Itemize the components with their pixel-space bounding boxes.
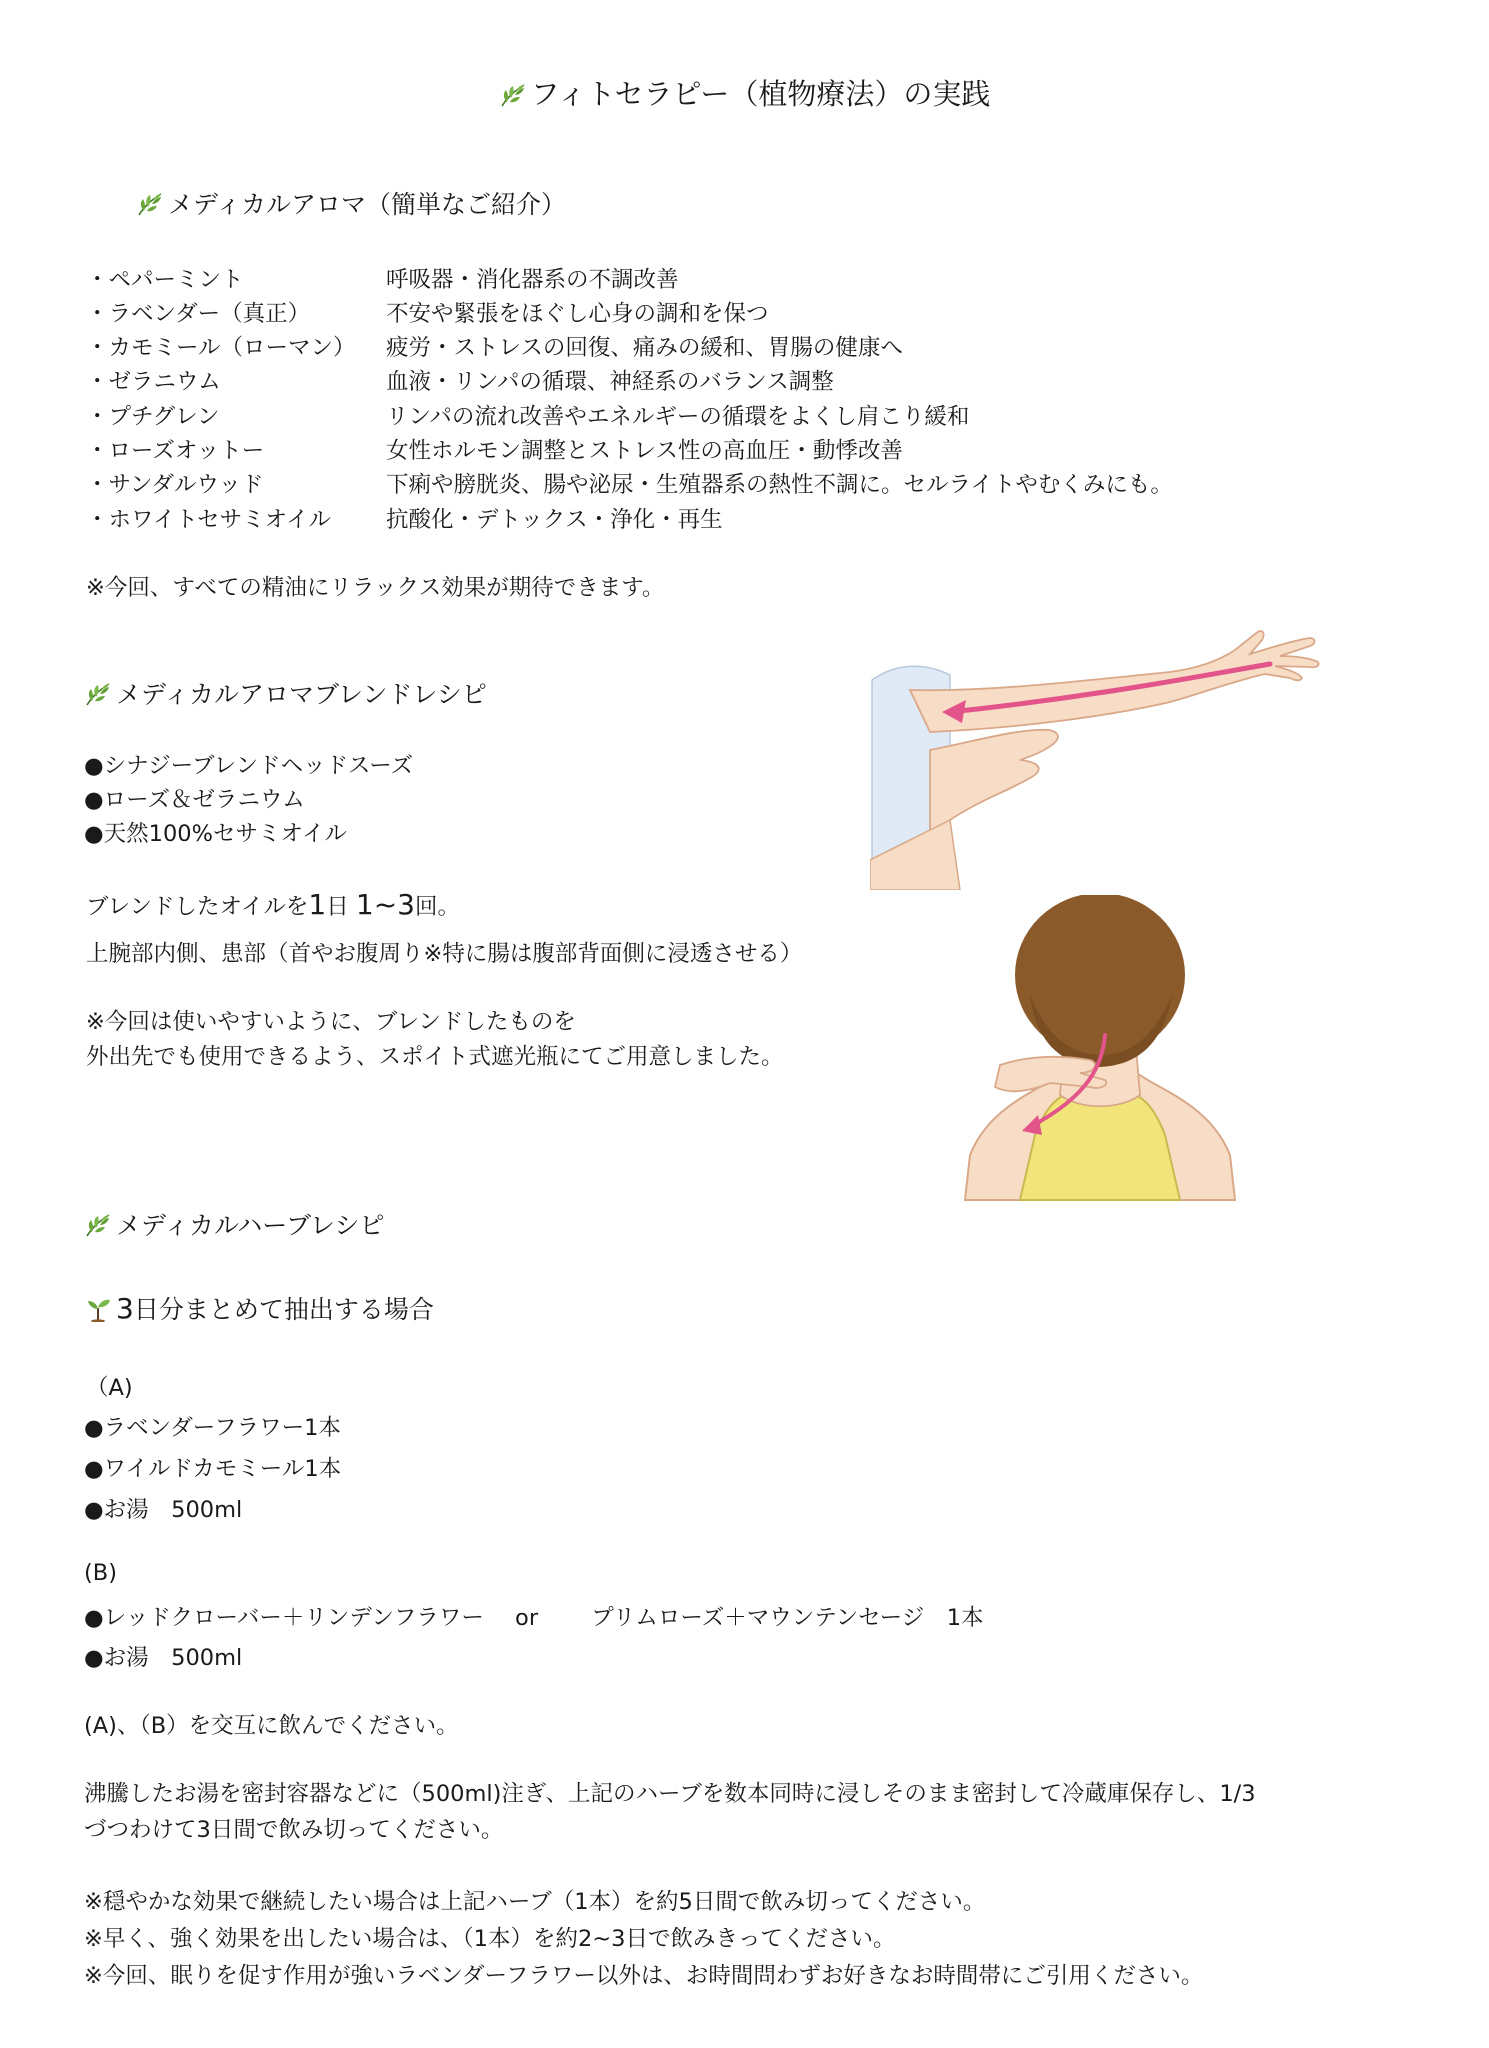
herb-subheading: 3日分まとめて抽出する場合: [84, 1290, 434, 1326]
group-b-item: ●お湯 500ml: [84, 1645, 243, 1671]
group-a-item: ●お湯 500ml: [84, 1497, 243, 1523]
recipe-item: ●シナジーブレンドヘッドスーズ: [84, 753, 414, 779]
leaf-icon: [84, 1212, 112, 1238]
recipe-note-line: ※今回は使いやすいように、ブレンドしたものを: [86, 1009, 576, 1035]
neck-massage-illustration: [950, 895, 1250, 1205]
oil-name: ・ペパーミント: [86, 267, 244, 293]
group-a-item: ●ラベンダーフラワー1本: [84, 1415, 341, 1441]
method-line: づつわけて3日間で飲み切ってください。: [84, 1817, 504, 1843]
page-title: [0, 72, 1489, 113]
aroma-intro-note: ※今回、すべての精油にリラックス効果が期待できます。: [86, 575, 665, 601]
recipe-item: ●天然100%セサミオイル: [84, 821, 347, 847]
apply-line: 上腕部内側、患部（首やお腹周り※特に腸は腹部背面側に浸透させる）: [86, 941, 803, 967]
page-title-text: フィトセラピー（植物療法）の実践: [530, 77, 991, 111]
oil-row: [86, 399, 970, 431]
oil-effect: 不安や緊張をほぐし心身の調和を保つ: [386, 301, 769, 327]
oil-row: [86, 296, 769, 328]
group-b-label: (B): [84, 1560, 117, 1586]
oil-name: ・ラベンダー（真正）: [86, 301, 311, 327]
oil-row: [86, 467, 1173, 499]
sprout-icon: [84, 1296, 112, 1322]
oil-row: [86, 502, 723, 534]
aroma-recipe-heading: メディカルアロマブレンドレシピ: [84, 675, 487, 711]
recipe-note-line: 外出先でも使用できるよう、スポイト式遮光瓶にてご用意しました。: [86, 1044, 784, 1070]
recipe-item: ●ローズ＆ゼラニウム: [84, 787, 305, 813]
oil-name: ・ホワイトセサミオイル: [86, 507, 332, 533]
herb-note: ※穏やかな効果で継続したい場合は上記ハーブ（1本）を約5日間で飲み切ってください。: [84, 1889, 986, 1915]
oil-effect: 女性ホルモン調整とストレス性の高血圧・動悸改善: [386, 438, 903, 464]
arm-massage-illustration: [870, 620, 1320, 890]
group-a-item: ●ワイルドカモミール1本: [84, 1456, 342, 1482]
herb-recipe-heading: メディカルハーブレシピ: [84, 1206, 384, 1242]
oil-effect: 血液・リンパの循環、神経系のバランス調整: [386, 369, 834, 395]
usage-line: ブレンドしたオイルを1日 1~3回。: [86, 888, 461, 921]
oil-row: [86, 433, 903, 465]
oil-effect: 疲労・ストレスの回復、痛みの緩和、胃腸の健康へ: [386, 335, 903, 361]
oil-effect: 呼吸器・消化器系の不調改善: [386, 267, 679, 293]
alternate-instruction: (A)、（B）を交互に飲んでください。: [84, 1713, 459, 1739]
group-b-item: ●レッドクローバー＋リンデンフラワー or プリムローズ＋マウンテンセージ 1本: [84, 1605, 984, 1631]
aroma-intro-heading: メディカルアロマ（簡単なご紹介）: [136, 185, 566, 221]
oil-row: [86, 330, 903, 362]
oil-effect: 抗酸化・デトックス・浄化・再生: [386, 507, 723, 533]
oil-effect: リンパの流れ改善やエネルギーの循環をよくし肩こり緩和: [386, 404, 970, 430]
oil-name: ・サンダルウッド: [86, 472, 264, 498]
method-line: 沸騰したお湯を密封容器などに（500ml)注ぎ、上記のハーブを数本同時に浸しそのまま密封して冷蔵庫保存し、1/3: [84, 1781, 1256, 1807]
leaf-icon: [136, 191, 164, 217]
herb-note: ※早く、強く効果を出したい場合は、（1本）を約2~3日で飲みきってください。: [84, 1926, 896, 1952]
oil-name: ・プチグレン: [86, 404, 220, 430]
oil-name: ・ゼラニウム: [86, 369, 221, 395]
oil-row: [86, 262, 679, 294]
group-a-label: （A): [86, 1375, 133, 1401]
leaf-icon: [499, 82, 527, 108]
oil-name: ・カモミール（ローマン）: [86, 335, 356, 361]
leaf-icon: [84, 681, 112, 707]
oil-name: ・ローズオットー: [86, 438, 265, 464]
oil-row: [86, 364, 834, 396]
oil-effect: 下痢や膀胱炎、腸や泌尿・生殖器系の熱性不調に。セルライトやむくみにも。: [386, 472, 1173, 498]
herb-note: ※今回、眠りを促す作用が強いラベンダーフラワー以外は、お時間問わずお好きなお時間帯にご引用ください。: [84, 1963, 1204, 1989]
